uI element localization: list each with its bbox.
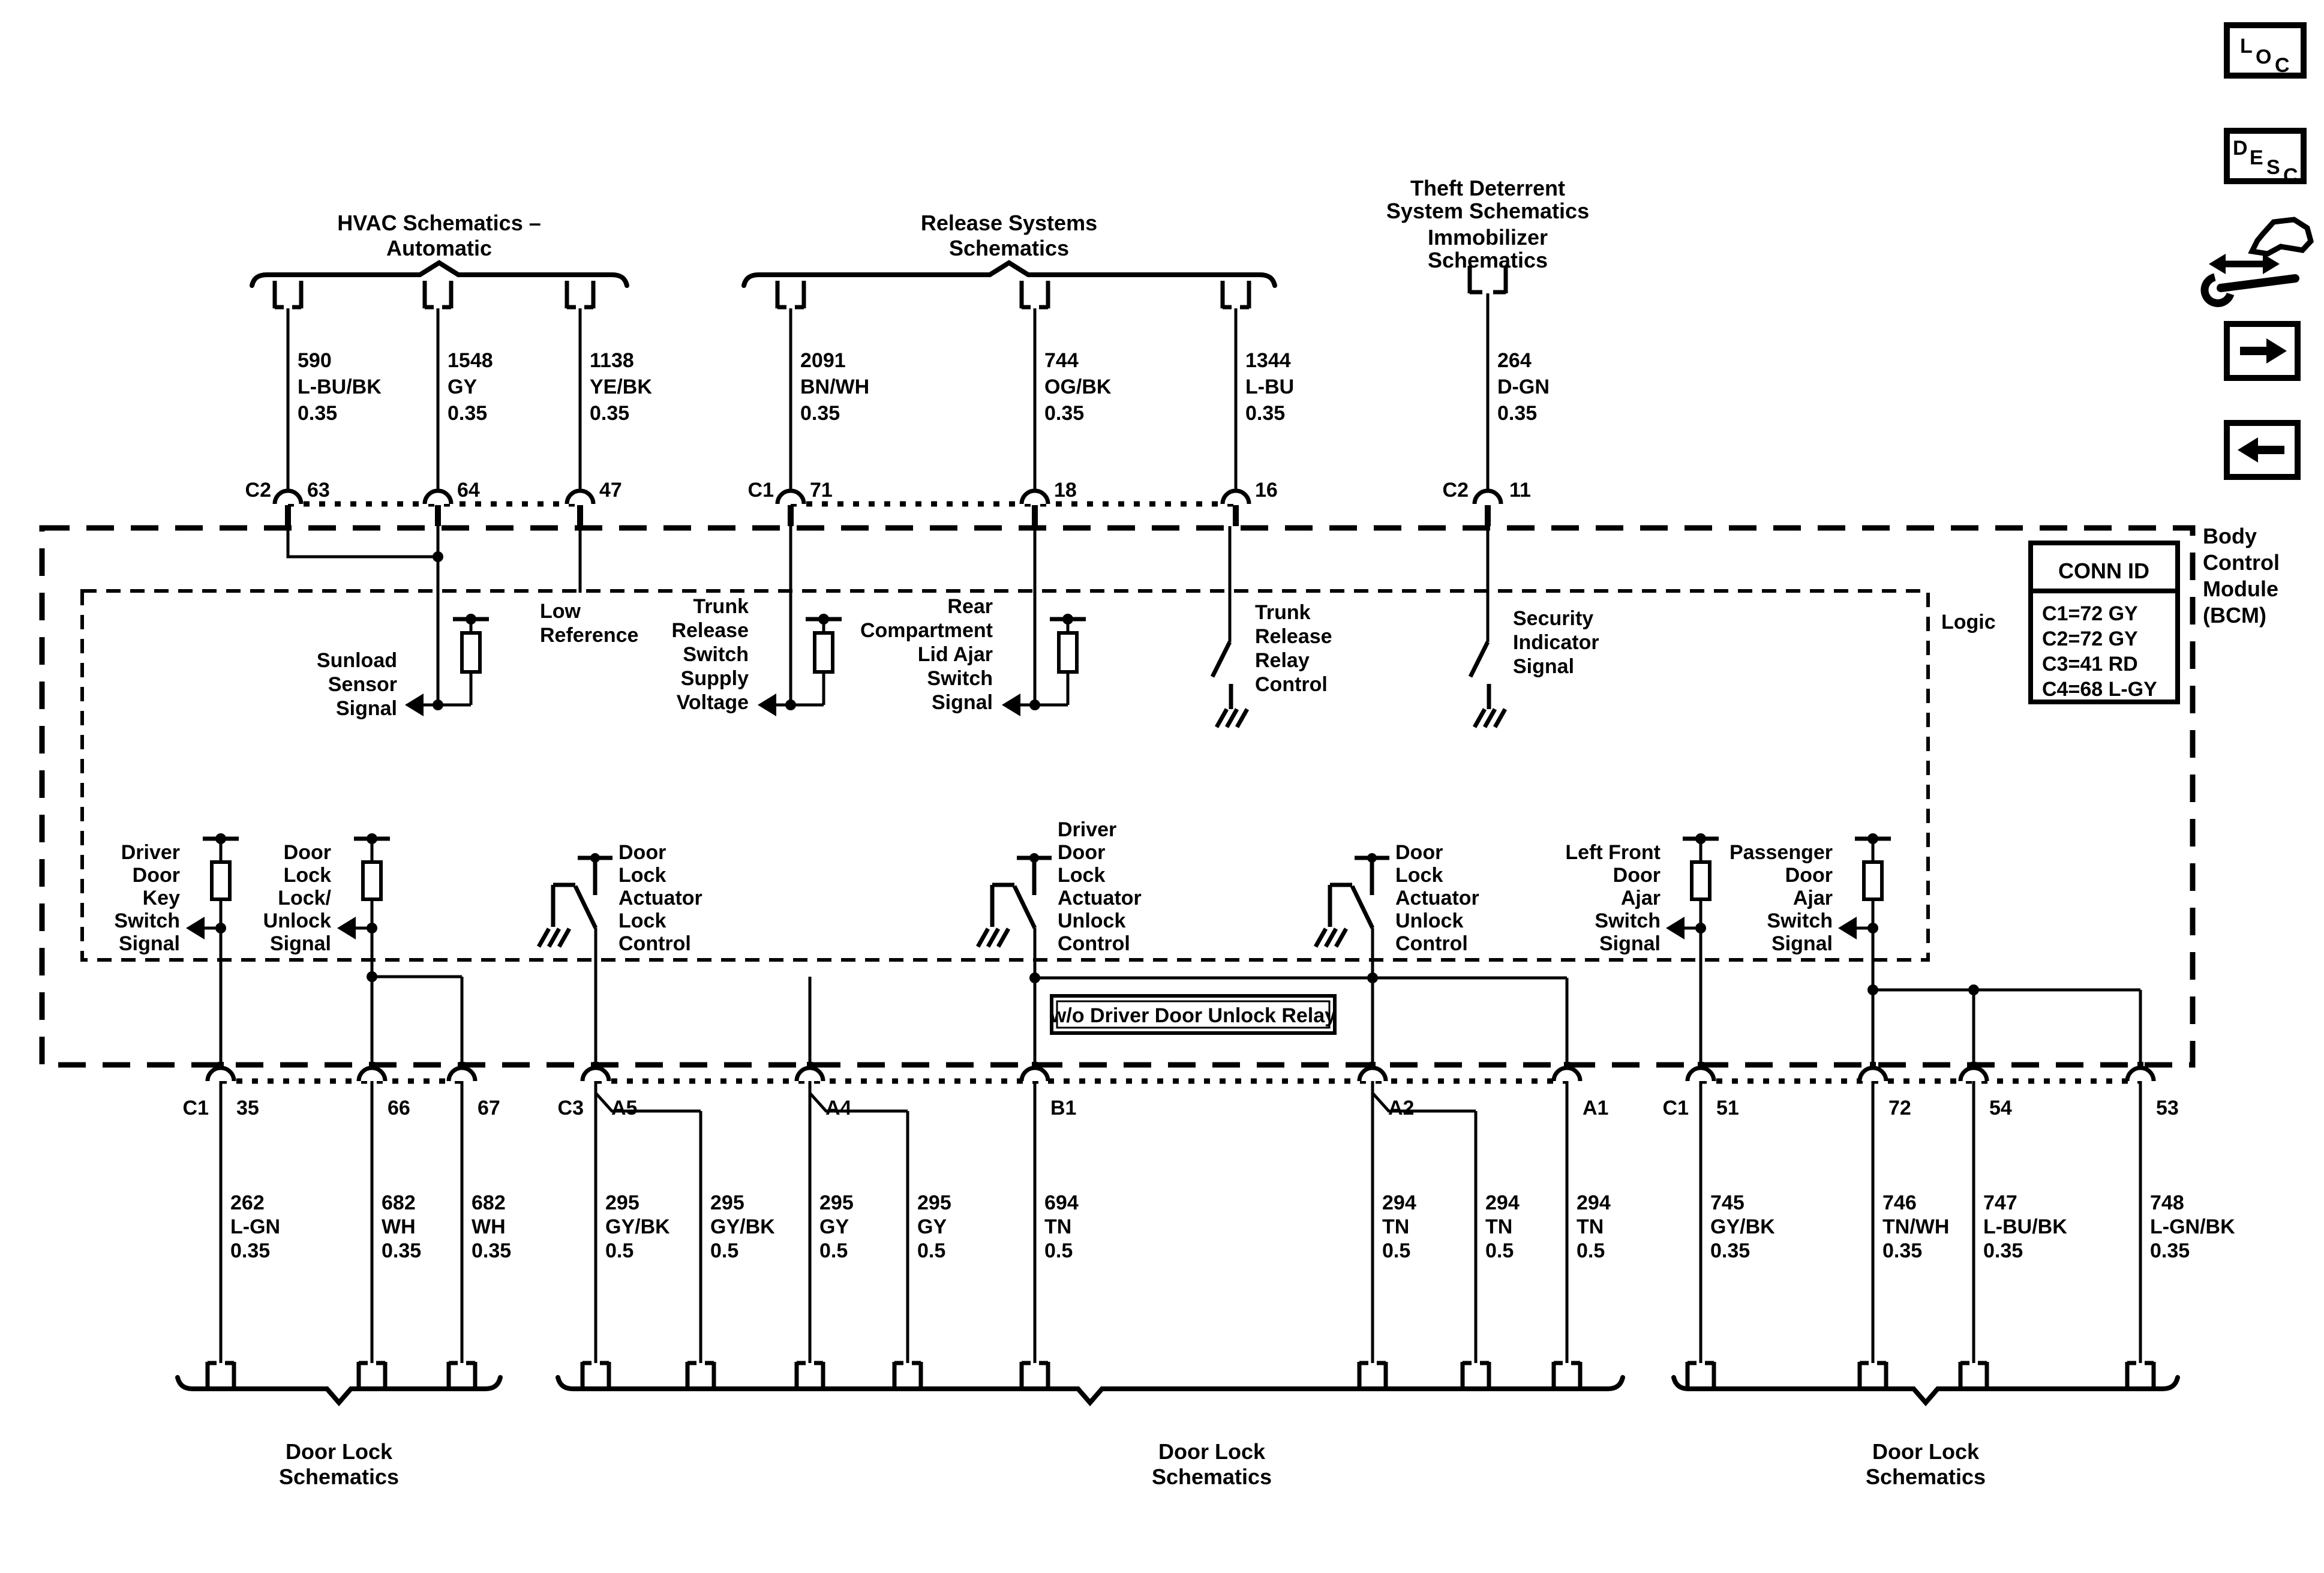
bottom-group-labels [279,1439,1986,1489]
signal-label: Lock/ [278,887,331,909]
bottom-braces [178,1377,2178,1403]
signal-label: Trunk [1255,601,1311,624]
signal-label: Signal [269,932,331,955]
wire-label: 0.35 [1497,402,1538,425]
signal-label: Low [540,600,581,623]
wire-label: WH [382,1215,416,1238]
signal-label: Signal [335,697,397,720]
desc-button-label: C [2283,164,2298,187]
wire-label: L-GN/BK [2150,1215,2235,1238]
signal-label: Indicator [1513,631,1599,654]
signal-label: Door [132,864,180,887]
signal-label: Switch [1767,909,1833,932]
wire-label: 0.5 [605,1239,634,1262]
top-wire-labels [298,349,1550,425]
release-title: Release Systems [920,211,1098,235]
pin-number: A2 [1388,1097,1415,1119]
signal-label: Door [618,841,666,864]
signal-label: Ajar [1792,887,1833,909]
hvac-brace [252,263,627,286]
signal-label: Signal [1599,932,1661,955]
desc-button-label: E [2250,146,2263,169]
pin-number: 16 [1255,479,1278,502]
wire-label: 0.5 [819,1239,848,1262]
pin-number: 11 [1509,479,1531,502]
connector-id: C3 [557,1097,584,1119]
bottom-pin-labels [183,1097,2179,1119]
signal-label: Driver [121,841,180,864]
wire-label: L-BU [1245,376,1295,398]
wire-label: 0.35 [1710,1239,1750,1262]
signal-label: Door [1058,841,1106,864]
wire-label: 294 [1577,1191,1611,1214]
wire-label: TN [1485,1215,1513,1238]
security-indicator-driver-symbol [1470,642,1505,727]
wire-label: D-GN [1497,376,1550,398]
wire-label: 0.35 [448,402,488,425]
pin-number: 51 [1716,1097,1739,1119]
signal-label: Sensor [328,673,397,696]
release-title: Schematics [948,236,1070,260]
wire-label: 294 [1382,1191,1416,1214]
signal-label: Signal [1513,655,1575,678]
diagnostic-navigation-icon[interactable] [2205,220,2311,303]
wire-label: TN [1044,1215,1072,1238]
wire-label: 748 [2150,1191,2184,1214]
conn-id-table [2031,543,2178,702]
wire-label: 294 [1485,1191,1520,1214]
hvac-title: Automatic [386,236,493,260]
wire-label: TN [1382,1215,1410,1238]
wire-label: OG/BK [1044,376,1112,398]
wire-label: 0.5 [1382,1239,1411,1262]
signal-label: Relay [1255,649,1310,672]
trunk-release-supply-symbol [758,614,842,716]
wire-label: 0.5 [1485,1239,1514,1262]
schematic-ref-label: Schematics [278,1464,400,1489]
signal-label: Signal [1771,932,1833,955]
wire-label: 0.35 [230,1239,271,1262]
loc-button-label: L [2240,35,2253,58]
pin-number: 67 [478,1097,500,1119]
signal-label: Actuator [618,887,702,909]
signal-label: Security [1513,607,1594,630]
conn-id-row: C4=68 L-GY [2042,678,2157,701]
theft-title: Immobilizer [1427,225,1548,250]
signal-label: Switch [1595,909,1661,932]
wire-label: 747 [1983,1191,2017,1214]
wire-label: 0.35 [590,402,630,425]
signal-label: Left Front [1565,841,1661,864]
wire-label: 0.35 [382,1239,422,1262]
bottom-wire-labels [230,1191,2235,1262]
pin-number: B1 [1050,1097,1077,1119]
bcm-name: Body [2203,524,2257,548]
variant-callout-label: w/o Driver Door Unlock Relay [1050,1004,1337,1027]
signal-label: Passenger [1730,841,1833,864]
connector-id: C2 [1442,479,1469,502]
conn-id-title: CONN ID [2058,559,2149,583]
signal-label: Lock [283,864,331,887]
signal-label: Lock [618,909,666,932]
schematic-ref-label: Schematics [1865,1464,1986,1489]
signal-label: Voltage [676,691,749,714]
signal-label: Actuator [1058,887,1142,909]
theft-title: Theft Deterrent [1410,176,1566,200]
trunk-release-relay-driver-symbol [1212,642,1247,727]
signal-label: Unlock [1058,909,1126,932]
signal-label: Signal [931,691,993,714]
signal-label: Door [1785,864,1833,887]
connector-id: C1 [182,1097,209,1119]
pin-number: 63 [307,479,330,502]
wire-label: 590 [298,349,332,372]
wire-label: 1548 [448,349,493,372]
wire-label: L-GN [230,1215,281,1238]
signal-label: Compartment [860,619,993,642]
wire-label: GY [819,1215,849,1238]
wire-label: 694 [1044,1191,1079,1214]
pin-number: A4 [825,1097,852,1119]
signal-label: Ajar [1620,887,1661,909]
signal-label: Control [1058,932,1130,955]
desc-button[interactable] [2227,131,2304,187]
signal-label: Actuator [1395,887,1479,909]
wire-label: BN/WH [800,376,870,398]
signal-label: Trunk [693,595,749,618]
bcm-name: Control [2203,550,2280,575]
signal-label: Reference [540,624,639,647]
wire-label: 682 [382,1191,416,1214]
wire-label: 295 [819,1191,854,1214]
loc-button[interactable] [2227,25,2304,77]
bcm-name: Module [2203,577,2278,601]
schematic-ref-label: Door Lock [1158,1439,1266,1464]
sunload-sensor-input-symbol [405,614,489,716]
harness-terminal-icon [275,266,1506,308]
signal-label: Switch [114,909,180,932]
signal-label: Door [1613,864,1661,887]
pin-number: 54 [1989,1097,2012,1119]
wire-label: WH [472,1215,506,1238]
variant-callout-box [1050,996,1336,1033]
wire-label: 295 [710,1191,744,1214]
theft-title: System Schematics [1386,199,1590,223]
signal-label: Signal [118,932,180,955]
wire-label: 0.5 [1044,1239,1073,1262]
wire-label: 295 [917,1191,951,1214]
wire-label: GY/BK [1710,1215,1775,1238]
wire-label: YE/BK [590,376,652,398]
wire-label: 0.5 [1577,1239,1605,1262]
wire-label: GY [917,1215,947,1238]
signal-label: Control [618,932,691,955]
pin-number: 66 [388,1097,410,1119]
wire-label: 262 [230,1191,265,1214]
signal-label: Key [142,887,180,909]
pin-number: 72 [1888,1097,1911,1119]
signal-label: Rear [947,595,993,618]
wire-label: GY/BK [605,1215,670,1238]
schematic-ref-label: Door Lock [1872,1439,1980,1464]
wire-label: GY/BK [710,1215,775,1238]
signal-label: Door [1395,841,1443,864]
logic-label: Logic [1941,611,1996,634]
signal-label: Control [1395,932,1468,955]
rear-lid-ajar-input-symbol [1002,614,1086,716]
bcm-boundary-box [42,528,2193,1065]
wire-label: 264 [1497,349,1532,372]
wire-label: 0.35 [1882,1239,1923,1262]
conn-id-row: C3=41 RD [2042,653,2138,676]
group-titles [337,176,1589,272]
connector-id: C2 [245,479,271,502]
wire-label: 746 [1882,1191,1917,1214]
door-lock-unlock-switch-input-symbol [337,833,390,1065]
connector-id: C1 [1662,1097,1689,1119]
back-button[interactable] [2227,423,2298,477]
wire-label: 0.5 [917,1239,946,1262]
pin-number: 18 [1054,479,1077,502]
bcm-name: (BCM) [2203,603,2266,628]
passenger-door-ajar-input-symbol [1838,833,1891,1065]
loc-button-label: C [2275,54,2290,77]
schematic-ref-label: Door Lock [285,1439,393,1464]
desc-button-label: S [2266,156,2280,179]
bottom-wires [221,1081,2140,1363]
signal-label: Release [671,619,749,642]
driver-door-key-switch-input-symbol [186,833,239,1065]
conn-id-row: C1=72 GY [2042,602,2138,625]
schematic-ref-label: Schematics [1151,1464,1272,1489]
release-brace [744,263,1275,286]
signal-label: Lock [1395,864,1443,887]
signal-label: Switch [683,643,749,666]
signal-label: Release [1255,625,1332,648]
wire-label: 0.35 [1245,402,1286,425]
wire-label: 0.5 [710,1239,739,1262]
wire-label: 745 [1710,1191,1744,1214]
signal-label: Lid Ajar [917,643,993,666]
wire-label: 2091 [800,349,846,372]
pin-number: 35 [236,1097,259,1119]
desc-button-label: D [2233,137,2248,160]
wire-label: 0.35 [2150,1239,2190,1262]
pin-number: 47 [599,479,622,502]
pin-number: 53 [2156,1097,2179,1119]
signal-labels-top [317,595,1599,720]
pin-number: 64 [457,479,480,502]
pin-number: A1 [1583,1097,1609,1119]
signal-label: Lock [618,864,666,887]
wire-label: TN [1577,1215,1604,1238]
wire-label: GY [448,376,478,398]
wire-label: L-BU/BK [1983,1215,2067,1238]
theft-title: Schematics [1427,248,1548,272]
wire-label: 0.35 [298,402,338,425]
pin-number: 71 [810,479,833,502]
left-front-door-ajar-input-symbol [1666,833,1719,1065]
signal-label: Control [1255,673,1328,696]
loc-button-label: O [2256,46,2272,68]
wire-label: 0.35 [472,1239,512,1262]
forward-button[interactable] [2227,324,2298,378]
signal-label: Driver [1058,818,1117,841]
wire-label: 0.35 [1044,402,1085,425]
wire-label: L-BU/BK [298,376,382,398]
wire-label: 0.35 [1983,1239,2023,1262]
wire-label: 0.35 [800,402,840,425]
wire-label: 1344 [1245,349,1291,372]
pin-number: A5 [611,1097,638,1119]
signal-label: Supply [680,667,749,690]
signal-label: Unlock [1395,909,1464,932]
conn-id-row: C2=72 GY [2042,628,2138,650]
signal-label: Sunload [316,649,397,672]
hvac-title: HVAC Schematics – [337,211,541,235]
signal-label: Unlock [263,909,331,932]
connector-id: C1 [747,479,774,502]
wire-label: 744 [1044,349,1079,372]
wire-label: TN/WH [1882,1215,1950,1238]
signal-label: Lock [1058,864,1106,887]
signal-label: Door [283,841,331,864]
wire-label: 682 [472,1191,506,1214]
wire-label: 295 [605,1191,639,1214]
wire-label: 1138 [590,349,634,372]
signal-label: Switch [927,667,993,690]
